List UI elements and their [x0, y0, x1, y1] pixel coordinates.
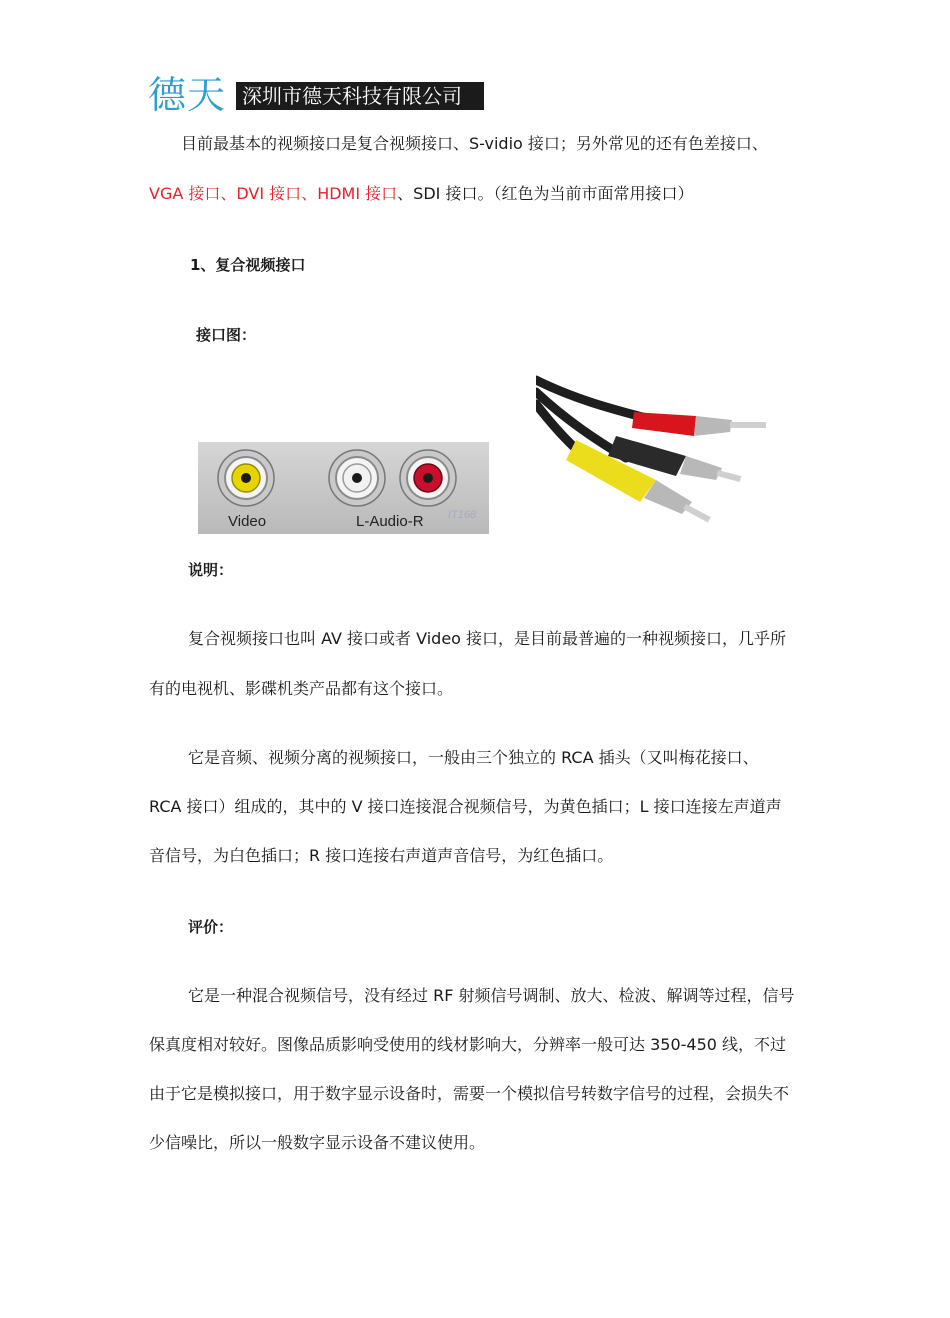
interface-vga: VGA 接口、: [149, 184, 237, 203]
video-label: Video: [228, 513, 267, 530]
rca-cable-image: [536, 370, 778, 534]
eval-line-3: 由于它是模拟接口，用于数字显示设备时，需要一个模拟信号转数字信号的过程，会损失不: [149, 1084, 790, 1103]
intro-line-2-rest: 、SDI 接口。（红色为当前市面常用接口）: [397, 184, 694, 203]
eval-line-2: 保真度相对较好。图像品质影响受使用的线材影响大，分辨率一般可达 350-450 线，不过: [149, 1035, 787, 1054]
note-p1-line-1: 复合视频接口也叫 AV 接口或者 Video 接口，是目前最普遍的一种视频接口，几乎所: [188, 629, 787, 648]
intro-line-1: 目前最基本的视频接口是复合视频接口、S-vidio 接口；另外常见的还有色差接口、: [181, 134, 768, 153]
note-p2-line-3: 音信号，为白色插口；R 接口连接右声道声音信号，为红色插口。: [149, 846, 614, 865]
video-jack: [218, 450, 274, 506]
note-p2-line-2: RCA 接口）组成的，其中的 V 接口连接混合视频信号，为黄色插口；L 接口连接左声道声: [149, 797, 782, 816]
audio-left-jack: [329, 450, 385, 506]
eval-line-1: 它是一种混合视频信号，没有经过 RF 射频信号调制、放大、检波、解调等过程，信号: [188, 986, 795, 1005]
audio-label: L-Audio-R: [356, 513, 424, 530]
eval-label: 评价：: [188, 918, 234, 936]
interface-dvi: DVI 接口、: [236, 184, 318, 203]
note-label: 说明：: [188, 561, 234, 579]
watermark: IT168: [448, 509, 477, 521]
eval-line-4: 少信噪比，所以一般数字显示设备不建议使用。: [149, 1133, 486, 1152]
av-panel-image: [198, 442, 489, 534]
diagram-label: 接口图：: [196, 326, 257, 344]
note-p2-line-1: 它是音频、视频分离的视频接口，一般由三个独立的 RCA 插头（又叫梅花接口、: [188, 748, 759, 767]
company-name: 深圳市德天科技有限公司: [236, 82, 484, 110]
audio-right-jack: [400, 450, 456, 506]
section-heading: 1、复合视频接口: [190, 256, 306, 274]
interface-hdmi: HDMI 接口: [317, 184, 398, 203]
brand-logo: 德天: [148, 73, 227, 117]
intro-line-2: [149, 184, 693, 204]
note-p1-line-2: 有的电视机、影碟机类产品都有这个接口。: [149, 679, 454, 698]
